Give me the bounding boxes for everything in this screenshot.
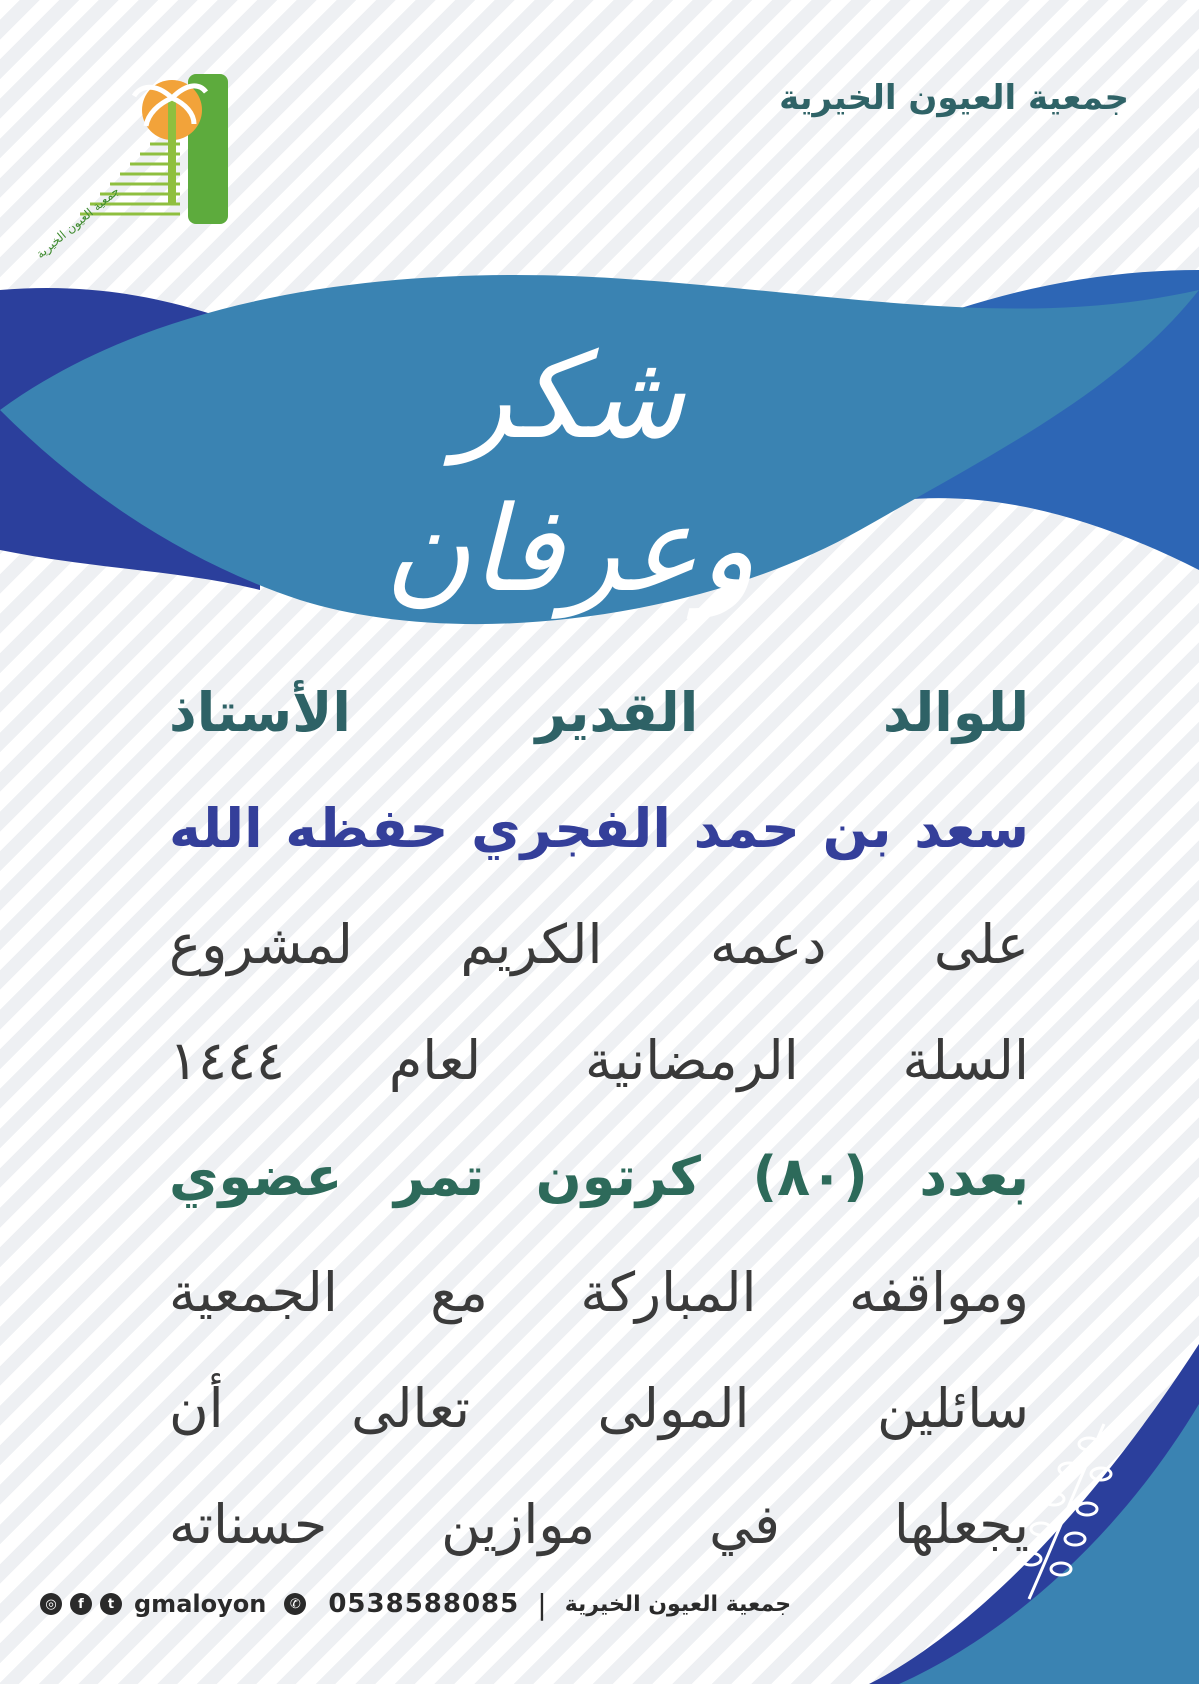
charity-logo <box>33 74 238 262</box>
footer-org-name: جمعية العيون الخيرية <box>564 1591 792 1617</box>
org-title: جمعية العيون الخيرية <box>779 78 1129 118</box>
twitter-icon[interactable]: t <box>100 1593 122 1615</box>
message-line-5: بعدد (٨٠) كرتون تمر عضوي <box>169 1145 1029 1208</box>
footer-contact <box>40 1582 900 1626</box>
olive-branch-icon <box>1009 1414 1129 1604</box>
instagram-icon[interactable]: ◎ <box>40 1593 62 1615</box>
facebook-icon[interactable]: f <box>70 1593 92 1615</box>
message-line-1: للوالد القدير الأستاذ <box>169 681 1029 744</box>
banner-title: شكر وعرفان <box>384 327 756 619</box>
message-line-8: يجعلها في موازين حسناته <box>169 1493 1029 1556</box>
message-line-7: سائلين المولى تعالى أن <box>169 1377 1029 1440</box>
social-handle[interactable]: gmaloyon <box>134 1590 267 1618</box>
message-line-2: سعد بن حمد الفجري حفظه الله <box>169 797 1029 860</box>
message-line-6: ومواقفه المباركة مع الجمعية <box>169 1261 1029 1324</box>
message-line-3: على دعمه الكريم لمشروع <box>169 913 1029 976</box>
whatsapp-icon[interactable]: ✆ <box>284 1593 306 1615</box>
logo-text: جمعية العيون الخيرية <box>33 183 122 262</box>
message-line-4: السلة الرمضانية لعام ١٤٤٤ <box>169 1029 1029 1092</box>
footer-separator: | <box>537 1587 547 1621</box>
phone-number[interactable]: 0538588085 <box>328 1589 520 1619</box>
